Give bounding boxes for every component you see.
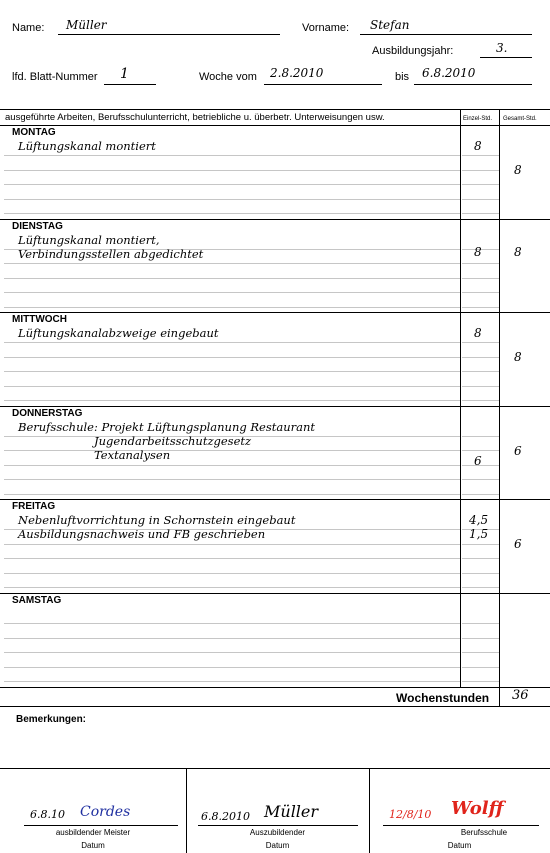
activity-line[interactable]: Nebenluftvorrichtung in Schornstein eingebaut: [18, 513, 296, 528]
ruled-line: [4, 184, 460, 185]
ruled-line-hours: [462, 199, 499, 200]
ruled-line-hours: [462, 184, 499, 185]
einzel-hours[interactable]: 8: [474, 326, 482, 341]
sig-meister-signature: Cordes: [80, 804, 131, 820]
ruled-line-hours: [462, 638, 499, 639]
wochenstunden-label: Wochenstunden: [396, 691, 490, 705]
ruled-line: [4, 558, 460, 559]
wochenstunden-bottom-rule: [0, 706, 550, 707]
ruled-line: [4, 292, 460, 293]
sig-azubi-role: Auszubildender: [249, 828, 306, 837]
ruled-line-hours: [462, 292, 499, 293]
ruled-line: [4, 213, 460, 214]
day-block-freitag: [0, 499, 550, 593]
sig-meister-line: [24, 825, 178, 826]
ruled-line: [4, 357, 460, 358]
name-underline: [58, 34, 280, 35]
woche-label: Woche vom: [199, 71, 257, 83]
sig-azubi-datum: Datum: [265, 841, 290, 850]
ruled-line-hours: [462, 436, 499, 437]
ruled-line-hours: [462, 400, 499, 401]
day-separator: [0, 312, 550, 313]
vorname-label: Vorname:: [302, 22, 350, 34]
signature-box-meister[interactable]: [0, 768, 186, 853]
gesamt-hours[interactable]: 6: [514, 537, 522, 552]
ruled-line: [4, 494, 460, 495]
day-separator: [0, 499, 550, 500]
woche-to-underline: [414, 84, 532, 85]
day-block-montag: [0, 125, 550, 219]
ruled-line: [4, 199, 460, 200]
day-title: MITTWOCH: [12, 314, 67, 326]
activity-line[interactable]: Lüftungskanal montiert,: [18, 232, 160, 247]
col-gesamt-head: Gesamt-Std.: [503, 116, 537, 122]
ruled-line: [4, 638, 460, 639]
activity-line[interactable]: Lüftungskanalabzweige eingebaut: [18, 326, 219, 341]
day-block-mittwoch: [0, 312, 550, 406]
day-separator: [0, 593, 550, 594]
einzel-hours[interactable]: 6: [474, 453, 482, 468]
gesamt-hours[interactable]: 8: [514, 350, 522, 365]
ruled-line-hours: [462, 494, 499, 495]
table-head-text: ausgeführte Arbeiten, Berufsschulunterricht, betriebliche u. überbetr. Unterweisungen usw.: [5, 112, 385, 123]
wochenstunden-top-rule: [0, 687, 550, 688]
wochenstunden-value[interactable]: 36: [512, 688, 529, 703]
sig-schule-role: Berufsschule: [460, 828, 508, 837]
ausbildungsjahr-value[interactable]: 3.: [496, 41, 508, 55]
day-title: DIENSTAG: [12, 220, 63, 232]
einzel-hours[interactable]: 8: [474, 139, 482, 153]
ruled-line-hours: [462, 450, 499, 451]
einzel-hours[interactable]: 1,5: [469, 527, 489, 542]
sig-meister-datum: Datum: [81, 841, 105, 850]
ruled-line-hours: [462, 371, 499, 372]
ruled-line-hours: [462, 681, 499, 682]
ruled-line-hours: [462, 213, 499, 214]
sig-schule-date: 12/8/10: [389, 808, 432, 821]
ruled-line: [4, 667, 460, 668]
ruled-line-hours: [462, 170, 499, 171]
ruled-line: [4, 371, 460, 372]
table-top-rule: [0, 109, 550, 110]
col-einzel-head: Einzel-Std.: [463, 116, 493, 122]
bis-label: bis: [395, 71, 410, 83]
day-separator: [0, 406, 550, 407]
sig-azubi-signature: Müller: [264, 802, 319, 821]
day-title: MONTAG: [12, 127, 56, 138]
woche-from-underline: [264, 84, 382, 85]
day-block-dienstag: [0, 219, 550, 313]
activity-line[interactable]: Ausbildungsnachweis und FB geschrieben: [18, 527, 266, 542]
ruled-line: [4, 155, 460, 156]
ruled-line: [4, 307, 460, 308]
ruled-line-hours: [462, 278, 499, 279]
ruled-line-hours: [462, 667, 499, 668]
day-title: FREITAG: [12, 501, 56, 513]
einzel-hours[interactable]: 8: [474, 244, 482, 259]
ruled-line-hours: [462, 263, 499, 264]
gesamt-hours[interactable]: 8: [514, 244, 522, 259]
activity-line[interactable]: Textanalysen: [94, 447, 171, 462]
activity-line[interactable]: Lüftungskanal montiert: [18, 139, 156, 153]
ruled-line-hours: [462, 386, 499, 387]
ruled-line: [4, 170, 460, 171]
ausbildungsjahr-underline: [480, 57, 532, 58]
bemerkungen-label: Bemerkungen:: [16, 714, 87, 725]
day-title: DONNERSTAG: [12, 407, 83, 419]
ruled-line: [4, 623, 460, 624]
day-block-samstag: [0, 593, 550, 687]
day-block-donnerstag: [0, 406, 550, 500]
ruled-line-hours: [462, 573, 499, 574]
ruled-line-hours: [462, 479, 499, 480]
ruled-line-hours: [462, 558, 499, 559]
ruled-line: [4, 400, 460, 401]
activity-line[interactable]: Berufsschule: Projekt Lüftungsplanung Restaurant: [18, 419, 316, 434]
blatt-nummer-value[interactable]: 1: [120, 66, 129, 82]
ruled-line: [4, 386, 460, 387]
einzel-hours[interactable]: 4,5: [469, 513, 489, 528]
name-value[interactable]: Müller: [66, 18, 107, 32]
sig-meister-role: ausbildender Meister: [55, 828, 131, 837]
ruled-line: [4, 342, 460, 343]
ausbildungsjahr-label: Ausbildungsjahr:: [372, 45, 454, 57]
gesamt-hours[interactable]: 6: [514, 443, 522, 458]
ruled-line-hours: [462, 155, 499, 156]
activity-line[interactable]: Verbindungsstellen abgedichtet: [18, 246, 204, 261]
ruled-line: [4, 652, 460, 653]
ruled-line-hours: [462, 307, 499, 308]
ruled-line-hours: [462, 652, 499, 653]
sig-schule-datum: Datum: [447, 841, 472, 850]
ruled-line: [4, 465, 460, 466]
ruled-line: [4, 263, 460, 264]
blatt-nummer-label: lfd. Blatt-Nummer: [12, 71, 98, 83]
ruled-line: [4, 278, 460, 279]
ruled-line-hours: [462, 623, 499, 624]
vorname-value[interactable]: Stefan: [370, 18, 410, 32]
woche-from-value[interactable]: 2.8.2010: [270, 66, 324, 80]
day-title: SAMSTAG: [12, 595, 62, 606]
signature-box-berufsschule[interactable]: [369, 768, 550, 853]
ruled-line-hours: [462, 587, 499, 588]
ruled-line-hours: [462, 342, 499, 343]
ruled-line-hours: [462, 357, 499, 358]
sig-azubi-date: 6.8.2010: [201, 810, 250, 823]
ruled-line: [4, 479, 460, 480]
ruled-line: [4, 587, 460, 588]
sig-schule-line: [383, 825, 539, 826]
ruled-line-hours: [462, 544, 499, 545]
activity-line[interactable]: Jugendarbeitsschutzgesetz: [94, 433, 252, 448]
blatt-nummer-underline: [104, 84, 156, 85]
ruled-line: [4, 544, 460, 545]
signature-box-azubi[interactable]: [186, 768, 369, 853]
name-label: Name:: [12, 22, 45, 34]
sig-schule-signature: Wolff: [451, 798, 504, 819]
ruled-line: [4, 573, 460, 574]
vorname-underline: [360, 34, 532, 35]
sig-meister-date: 6.8.10: [30, 808, 65, 821]
gesamt-hours[interactable]: 8: [514, 163, 522, 177]
sig-azubi-line: [198, 825, 358, 826]
day-separator: [0, 219, 550, 220]
ruled-line: [4, 450, 460, 451]
ruled-line: [4, 681, 460, 682]
woche-to-value[interactable]: 6.8.2010: [422, 66, 476, 80]
